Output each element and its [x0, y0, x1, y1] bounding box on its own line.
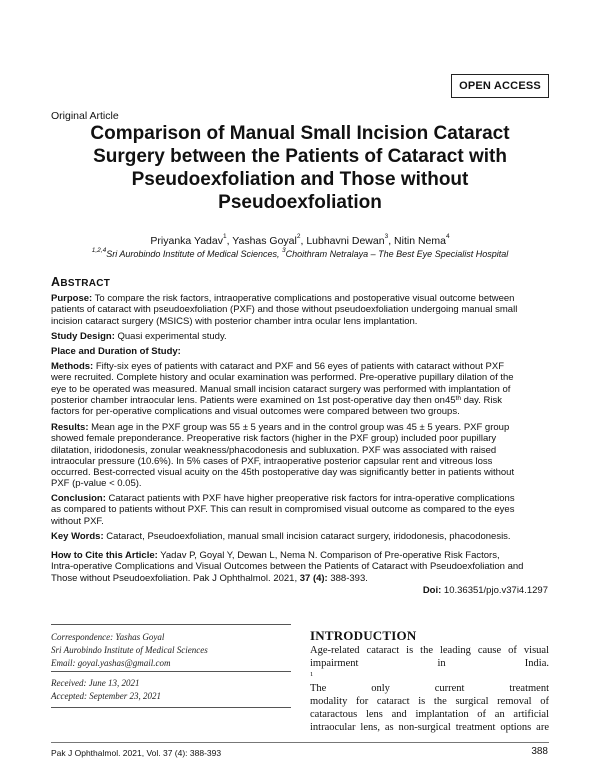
- design-label: Study Design:: [51, 331, 115, 342]
- results-text: Mean age in the PXF group was 55 ± 5 years and in the control group was 45 ± 5 years. PXF group: [88, 422, 510, 433]
- affil-inst: Choithram Netralaya – The Best Eye Specialist Hospital: [285, 249, 509, 259]
- affil-sup: 3: [282, 247, 286, 254]
- abstract-purpose: [51, 293, 548, 327]
- doi: [423, 585, 548, 596]
- open-access-badge: OPEN ACCESS: [451, 74, 549, 98]
- abstract-methods: [51, 361, 548, 417]
- intro-sup: 1: [310, 670, 314, 678]
- intro-line-part: The only current treatment: [310, 683, 549, 695]
- methods-text: eye to be operated was measured. Manual small incision cataract surgery was performed with implantation of: [51, 383, 511, 395]
- title-line: Comparison of Manual Small Incision Cataract: [90, 123, 510, 144]
- citation-text: 388-393.: [327, 572, 368, 584]
- abstract-design: [51, 331, 548, 342]
- citation-label: How to Cite this Article:: [51, 550, 158, 561]
- abstract-place: [51, 346, 548, 357]
- footer-journal: Pak J Ophthalmol. 2021, Vol. 37 (4): 388-393: [51, 748, 222, 758]
- methods-text: were recruited. Complete history and ocular examination was performed. Pre-operative pupillary dilation of the: [51, 372, 514, 384]
- methods-text: posterior chamber intraocular lens. Patients were examined on 1st post-operative day then on45: [51, 394, 456, 406]
- divider: [51, 671, 291, 672]
- design-text: Quasi experimental study.: [114, 331, 227, 342]
- correspondence-name: Correspondence: Yashas Goyal: [51, 632, 165, 642]
- purpose-label: Purpose:: [51, 293, 93, 304]
- citation-text: Those without Pseudoexfoliation. Pak J Ophthalmol. 2021,: [51, 572, 300, 584]
- citation: [51, 550, 548, 584]
- affil-sup: 1,2,4: [91, 247, 107, 254]
- author-sup: 3: [384, 233, 389, 240]
- author-list: Priyanka Yadav$^1$, Yashas Goyal$^2$, Lubhavni Dewan$^3$, Nitin Nema$^4$: [150, 233, 450, 247]
- citation-text: Yadav P, Goyal Y, Dewan L, Nema N. Comparison of Pre-operative Risk Factors,: [157, 550, 500, 561]
- keywords-label: Key Words:: [51, 531, 104, 542]
- author-sup: 1: [222, 233, 227, 240]
- abstract-heading-first: A: [51, 275, 61, 289]
- paper-title: [60, 122, 540, 214]
- correspondence-email[interactable]: Email: goyal.yashas@gmail.com: [51, 658, 171, 668]
- abstract-conclusion: [51, 493, 548, 527]
- author-name: Nitin Nema: [394, 235, 446, 247]
- divider: [51, 707, 291, 708]
- citation-text: Intra-operative Complications and Visual Outcomes between the Patients of Cataract with Pseudoexfoliation and: [51, 561, 524, 573]
- title-line: Pseudoexfoliation and Those without: [131, 169, 469, 190]
- author-sup: 4: [445, 233, 450, 240]
- purpose-text: incision cataract surgery (MSICS) with posterior chamber intra ocular lens implantation.: [51, 315, 418, 327]
- abstract-keywords: [51, 531, 548, 542]
- purpose-text: patients of cataract with pseudoexfoliation (PXF) and those without pseudoexfoliation undergoing manual small: [51, 304, 518, 316]
- conclusion-text: Cataract patients with PXF have higher preoperative risk factors for intra-operative complications: [105, 493, 515, 504]
- results-text: occurred. Best-corrected visual acuity on the 45th postoperative day was significantly better in patients without: [51, 467, 515, 479]
- doi-label: Doi:: [422, 585, 442, 596]
- results-text: dilatation, iridodonesis, zonular weakness/phacodonesis and subluxation. PXF was associated with raised: [51, 444, 497, 456]
- dates: [51, 677, 296, 703]
- conclusion-text: as compared to patients without PXF. This can result in compromised visual outcome as compared to the eyes: [51, 504, 515, 516]
- title-line: Pseudoexfoliation: [218, 192, 382, 213]
- methods-sup: th: [455, 394, 461, 402]
- title-line: Surgery between the Patients of Cataract with: [93, 146, 507, 167]
- article-type: Original Article: [51, 110, 119, 122]
- intro-line-part: impairment in India.: [310, 657, 549, 669]
- intro-line: [310, 658, 549, 696]
- affiliations: [0, 249, 600, 259]
- intro-line: modality for cataract is the surgical removal of: [310, 696, 549, 708]
- methods-text: factors for per-operative complications and visual outcomes were compared between two groups.: [51, 406, 460, 418]
- abstract-heading-rest: BSTRACT: [60, 278, 111, 289]
- methods-text: Fifty-six eyes of patients with cataract and PXF and 56 eyes of patients with cataract without PXF: [93, 361, 505, 372]
- intro-line: Age-related cataract is the leading cause of visual: [310, 645, 549, 656]
- divider: [51, 624, 291, 625]
- introduction-heading: INTRODUCTION: [310, 628, 417, 643]
- citation-volume: 37 (4):: [299, 572, 328, 584]
- received-date: Received: June 13, 2021: [51, 678, 140, 688]
- accepted-date: Accepted: September 23, 2021: [51, 691, 161, 701]
- author-sup: 2: [296, 233, 301, 240]
- doi-value[interactable]: 10.36351/pjo.v37i4.1297: [441, 585, 548, 596]
- footer-divider: [51, 742, 549, 743]
- purpose-text: To compare the risk factors, intraoperative complications and postoperative visual outcome between: [92, 293, 515, 304]
- correspondence: [51, 631, 296, 670]
- results-text: showed female preponderance. Preoperative risk factors (higher in the PXF group) included poor pupillary: [51, 433, 497, 445]
- intro-line: cataractous lens and implantation of an artificial: [310, 708, 549, 720]
- conclusion-label: Conclusion:: [51, 493, 106, 504]
- affil-inst: Sri Aurobindo Institute of Medical Sciences,: [106, 249, 282, 259]
- author-name: Yashas Goyal: [232, 235, 297, 247]
- conclusion-text: without PXF.: [51, 515, 104, 527]
- place-label: Place and Duration of Study:: [51, 346, 181, 357]
- correspondence-institute: Sri Aurobindo Institute of Medical Sciences: [51, 645, 208, 655]
- methods-label: Methods:: [51, 361, 94, 372]
- keywords-text: Cataract, Pseudoexfoliation, manual small incision cataract surgery, iridodonesis, phacodonesis.: [103, 531, 511, 542]
- results-label: Results:: [51, 422, 89, 433]
- author-name: Lubhavni Dewan: [306, 235, 385, 247]
- abstract-heading: [51, 275, 110, 289]
- intro-line: intraocular lens, as non-surgical treatment options are: [310, 721, 549, 733]
- abstract-results: [51, 422, 548, 490]
- results-text: intraocular pressure (10.6%). In 5% cases of PXF, intraoperative posterior capsular rent and vitreous loss: [51, 455, 493, 467]
- footer-page-number: 388: [531, 746, 548, 757]
- results-text: PXF (p-value < 0.05).: [51, 478, 142, 490]
- author-name: Priyanka Yadav: [150, 235, 223, 247]
- methods-text: day. Risk: [460, 394, 502, 406]
- introduction-text: [310, 645, 549, 735]
